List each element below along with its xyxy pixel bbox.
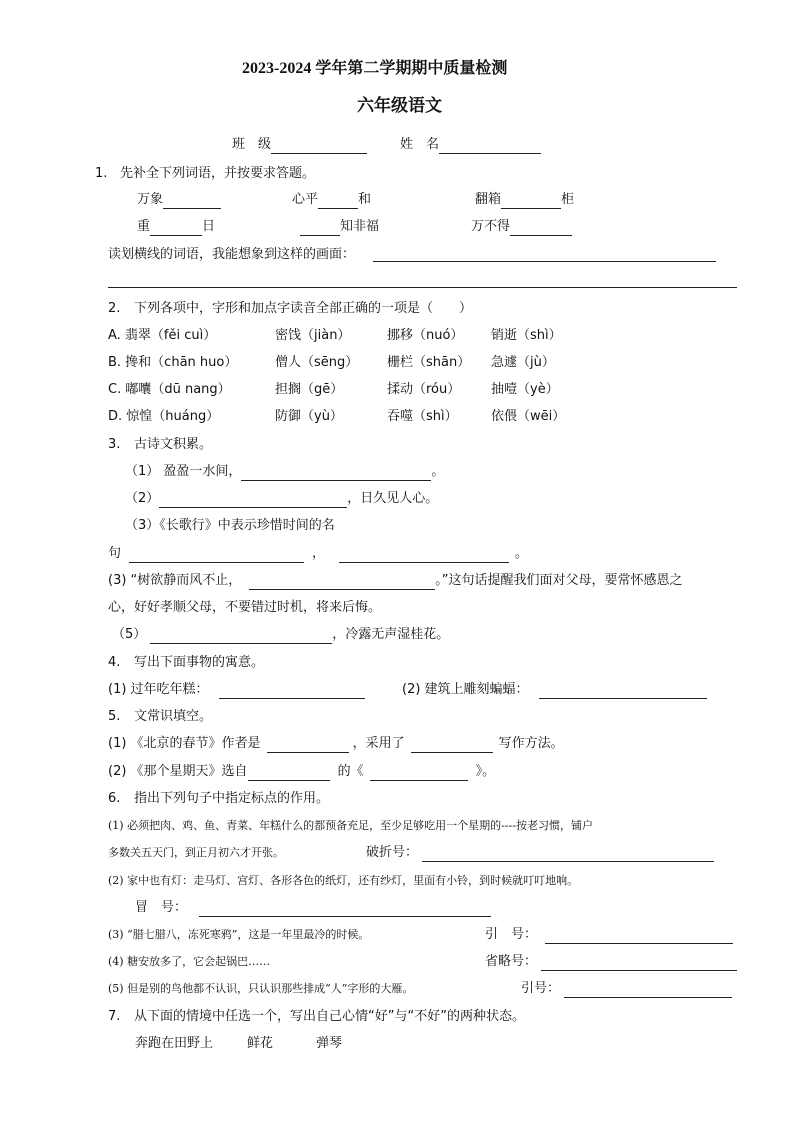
class-label: 班 级 [232,136,367,154]
q6-sentence-1-cont: 多数关五天门，到正月初六才开张。 [108,846,284,859]
q3-prompt: 古诗文积累。 [134,437,213,452]
q2-prompt: 下列各项中，字形和加点字读音全部正确的一项是（ ） [134,301,473,316]
answer-blank[interactable] [318,194,358,209]
q6-sentence-3: (3) “腊七腊八，冻死寒鸦”，这是一年里最冷的时候。 [108,928,370,941]
q1-word-6: 万不得 [471,218,572,236]
q5-number: 5. [108,709,121,724]
q1-prompt: 先补全下列词语，并按要求答题。 [120,166,316,181]
q2-option-a[interactable]: A. 翡翠（fěi cuì） [108,328,217,343]
answer-blank[interactable] [564,983,732,998]
answer-blank[interactable] [539,684,707,699]
q6-number: 6. [108,791,121,806]
answer-blank[interactable] [545,929,733,944]
q3-line-5: （5） ，冷露无声湿桂花。 [112,627,450,642]
q6-sentence-5: (5) 但是别的鸟他都不认识，只认识那些排成“人”字形的大雁。 [108,982,414,995]
q1-imagine-prompt: 读划横线的词语，我能想象到这样的画面： [108,247,356,262]
q6-answer-4: 省略号： [485,953,737,971]
q6-answer-2: 冒 号： [135,899,491,917]
q1-word-5: 知非福 [300,218,379,236]
q1-word-2: 心平 和 [292,192,372,207]
q2-option-b-word-4: 急遽（jù） [491,355,555,370]
q2-option-b-word-3: 栅栏（shān） [387,355,471,370]
exam-title: 2023-2024 学年第二学期期中质量检测 [242,60,508,77]
q2-option-a-word-3: 挪移（nuó） [387,328,464,343]
q6-answer-5: 引号： [521,980,732,998]
answer-blank[interactable] [411,738,493,753]
q2-option-d[interactable]: D. 惊惶（huáng） [108,409,220,424]
q6-sentence-4: (4) 糖安放多了，它会起锅巴…… [108,955,271,968]
answer-blank[interactable] [219,684,365,699]
q6-sentence-1: (1) 必须把肉、鸡、鱼、青菜、年糕什么的都预备充足，至少足够吃用一个星期的----按老习惯，铺户 [108,819,593,832]
class-blank[interactable] [271,139,367,154]
answer-blank[interactable] [150,221,202,236]
q1-word-1: 万象 [137,191,221,209]
q2-option-b[interactable]: B. 搀和（chān huo） [108,355,238,370]
q1-imagine-line-2[interactable] [108,287,737,288]
name-blank[interactable] [439,139,541,154]
answer-blank[interactable] [129,548,304,563]
q4-item-2: (2) 建筑上雕刻蝙蝠： [402,681,707,699]
answer-blank[interactable] [501,194,561,209]
q1-number: 1. [95,166,108,181]
q7-option-2[interactable]: 鲜花 [247,1036,274,1051]
q5-prompt: 文常识填空。 [134,709,213,724]
answer-blank[interactable] [159,493,347,508]
q3-line-3-answer: 句 ， 。 [108,546,529,561]
q2-option-c-word-4: 抽噎（yè） [491,382,559,397]
q1-word-4: 重 日 [137,219,216,234]
q6-sentence-2: (2) 家中也有灯：走马灯、宫灯、各形各色的纸灯，还有纱灯，里面有小铃，到时候就叮叮地响。 [108,874,579,887]
answer-blank[interactable] [300,221,340,236]
q3-line-4: (3) “树欲静而风不止， 。”这句话提醒我们面对父母，要常怀感恩之 [108,573,683,588]
q6-prompt: 指出下列句子中指定标点的作用。 [134,791,330,806]
q3-line-1: （1） 盈盈一水间， 。 [125,464,445,479]
answer-blank[interactable] [339,548,509,563]
q4-item-1: (1) 过年吃年糕： [108,681,365,699]
q3-line-3: （3）《长歌行》中表示珍惜时间的名 [125,518,335,533]
q5-line-2: (2) 《那个星期天》选自 的《 》。 [108,764,496,779]
q7-option-3[interactable]: 弹琴 [316,1036,343,1051]
answer-blank[interactable] [422,847,714,862]
answer-blank[interactable] [150,629,332,644]
answer-blank[interactable] [199,902,491,917]
answer-blank[interactable] [248,766,330,781]
name-label: 姓 名 [400,136,541,154]
q2-option-d-word-4: 依偎（wēi） [491,409,566,424]
answer-blank[interactable] [370,766,468,781]
q2-number: 2. [108,301,121,316]
q3-number: 3. [108,437,121,452]
q7-option-1[interactable]: 奔跑在田野上 [135,1036,214,1051]
q7-prompt: 从下面的情境中任选一个，写出自己心情“好”与“不好”的两种状态。 [134,1009,525,1024]
q3-line-2: （2） ，日久见人心。 [125,491,439,506]
answer-blank[interactable] [249,575,435,590]
q1-word-3: 翻箱 柜 [475,192,575,207]
q2-option-a-word-2: 密饯（jiàn） [275,328,351,343]
q2-option-c-word-3: 揉动（róu） [387,382,461,397]
q5-line-1: (1) 《北京的春节》作者是 ，采用了 写作方法。 [108,736,564,751]
q2-option-c-word-2: 担搁（gē） [275,382,344,397]
q7-number: 7. [108,1009,121,1024]
q2-option-d-word-3: 吞噬（shì） [387,409,458,424]
q2-option-b-word-2: 僧人（sēng） [275,355,359,370]
q6-answer-3: 引 号： [485,926,733,944]
answer-blank[interactable] [541,956,737,971]
q4-prompt: 写出下面事物的寓意。 [134,655,265,670]
q2-option-d-word-2: 防御（yù） [275,409,343,424]
answer-blank[interactable] [267,738,349,753]
answer-blank[interactable] [163,194,221,209]
q2-option-a-word-4: 销逝（shì） [491,328,562,343]
q2-option-c[interactable]: C. 嘟囔（dū nang） [108,382,231,397]
answer-blank[interactable] [241,466,431,481]
q3-line-4-cont: 心，好好孝顺父母，不要错过时机，将来后悔。 [108,600,382,615]
exam-subtitle: 六年级语文 [357,96,442,116]
q6-answer-1: 破折号： [366,844,714,862]
answer-blank[interactable] [510,221,572,236]
q1-imagine-line-1[interactable] [373,261,716,262]
q4-number: 4. [108,655,121,670]
